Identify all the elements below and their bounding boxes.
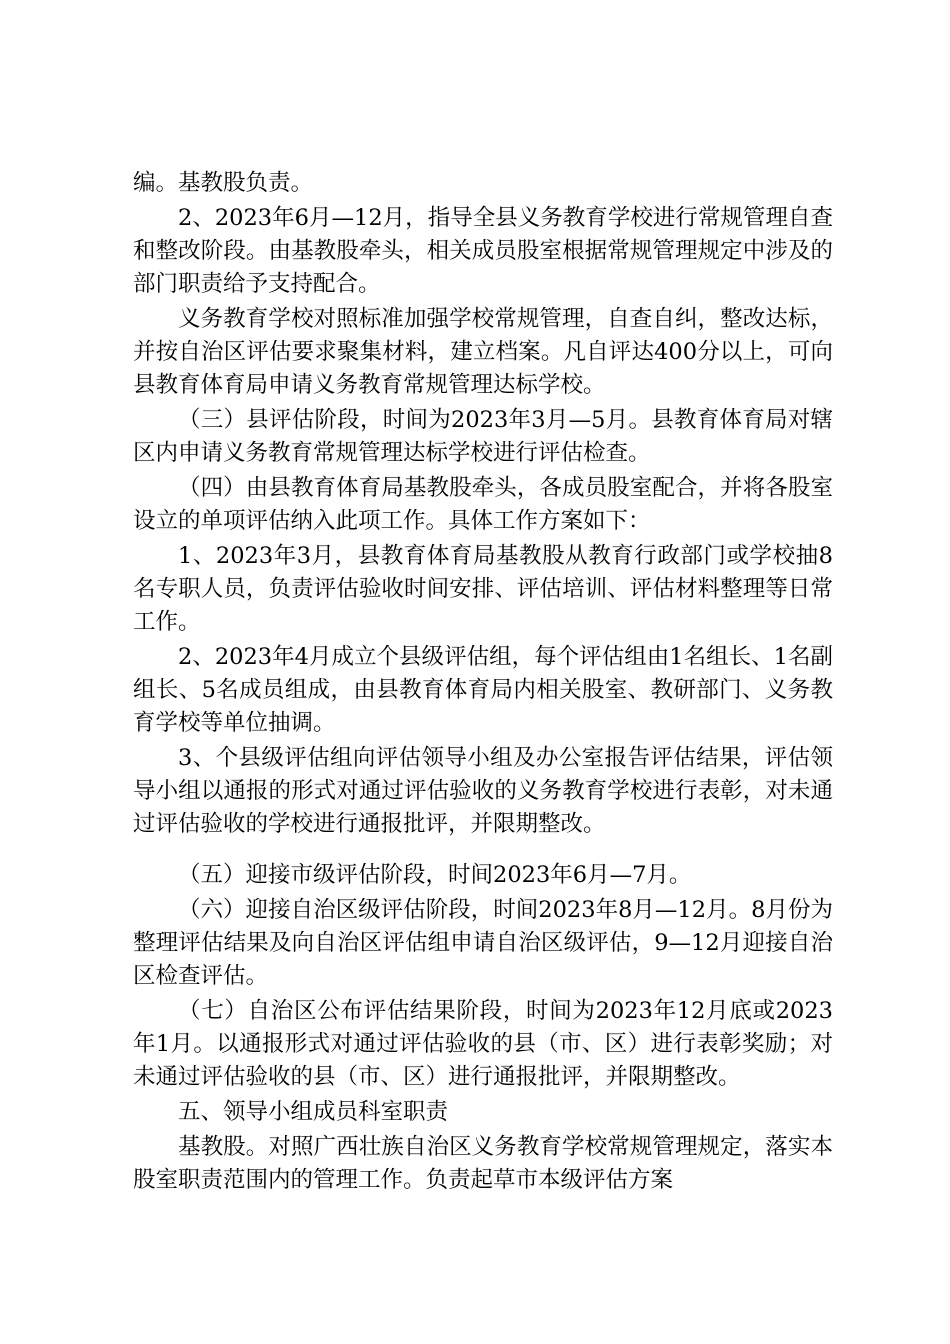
paragraph-step-2-self-check: 2、2023年6月—12月，指导全县义务教育学校进行常规管理自查和整改阶段。由基教股牵头，相关成员股室根据常规管理规定中涉及的部门职责给予支持配合。	[133, 205, 833, 297]
paragraph-plan-item-2: 2、2023年4月成立个县级评估组，每个评估组由1名组长、1名副组长、5名成员组成，由县教育体育局内相关股室、教研部门、义务教育学校等单位抽调。	[133, 644, 833, 736]
paragraph-work-plan-intro: （四）由县教育体育局基教股牵头，各成员股室配合，并将各股室设立的单项评估纳入此项工作。具体工作方案如下：	[133, 475, 833, 534]
paragraph-continuation: 编。基教股负责。	[133, 170, 314, 196]
paragraph-region-assessment-stage: （六）迎接自治区级评估阶段，时间2023年8月—12月。8月份为整理评估结果及向自治区评估组申请自治区级评估，9—12月迎接自治区检查评估。	[133, 897, 833, 989]
paragraph-basic-education-section: 基教股。对照广西壮族自治区义务教育学校常规管理规定，落实本股室职责范围内的管理工作。负责起草市本级评估方案	[133, 1134, 833, 1193]
document-page	[133, 167, 833, 1197]
paragraph-school-self-assessment: 义务教育学校对照标准加强学校常规管理，自查自纠，整改达标，并按自治区评估要求聚集材料，建立档案。凡自评达400分以上，可向县教育体育局申请义务教育常规管理达标学校。	[133, 306, 833, 398]
paragraph-county-assessment-stage: （三）县评估阶段，时间为2023年3月—5月。县教育体育局对辖区内申请义务教育常规管理达标学校进行评估检查。	[133, 407, 833, 466]
paragraph-city-assessment-stage: （五）迎接市级评估阶段，时间2023年6月—7月。	[178, 862, 692, 888]
section-heading-responsibilities: 五、领导小组成员科室职责	[178, 1099, 449, 1125]
paragraph-plan-item-3: 3、个县级评估组向评估领导小组及办公室报告评估结果，评估领导小组以通报的形式对通过评估验收的义务教育学校进行表彰，对未通过评估验收的学校进行通报批评，并限期整改。	[133, 745, 833, 837]
paragraph-plan-item-1: 1、2023年3月，县教育体育局基教股从教育行政部门或学校抽8名专职人员，负责评估验收时间安排、评估培训、评估材料整理等日常工作。	[133, 543, 833, 635]
paragraph-result-announcement-stage: （七）自治区公布评估结果阶段，时间为2023年12月底或2023年1月。以通报形式对通过评估验收的县（市、区）进行表彰奖励；对未通过评估验收的县（市、区）进行通报批评，并限期整改。	[133, 998, 833, 1090]
